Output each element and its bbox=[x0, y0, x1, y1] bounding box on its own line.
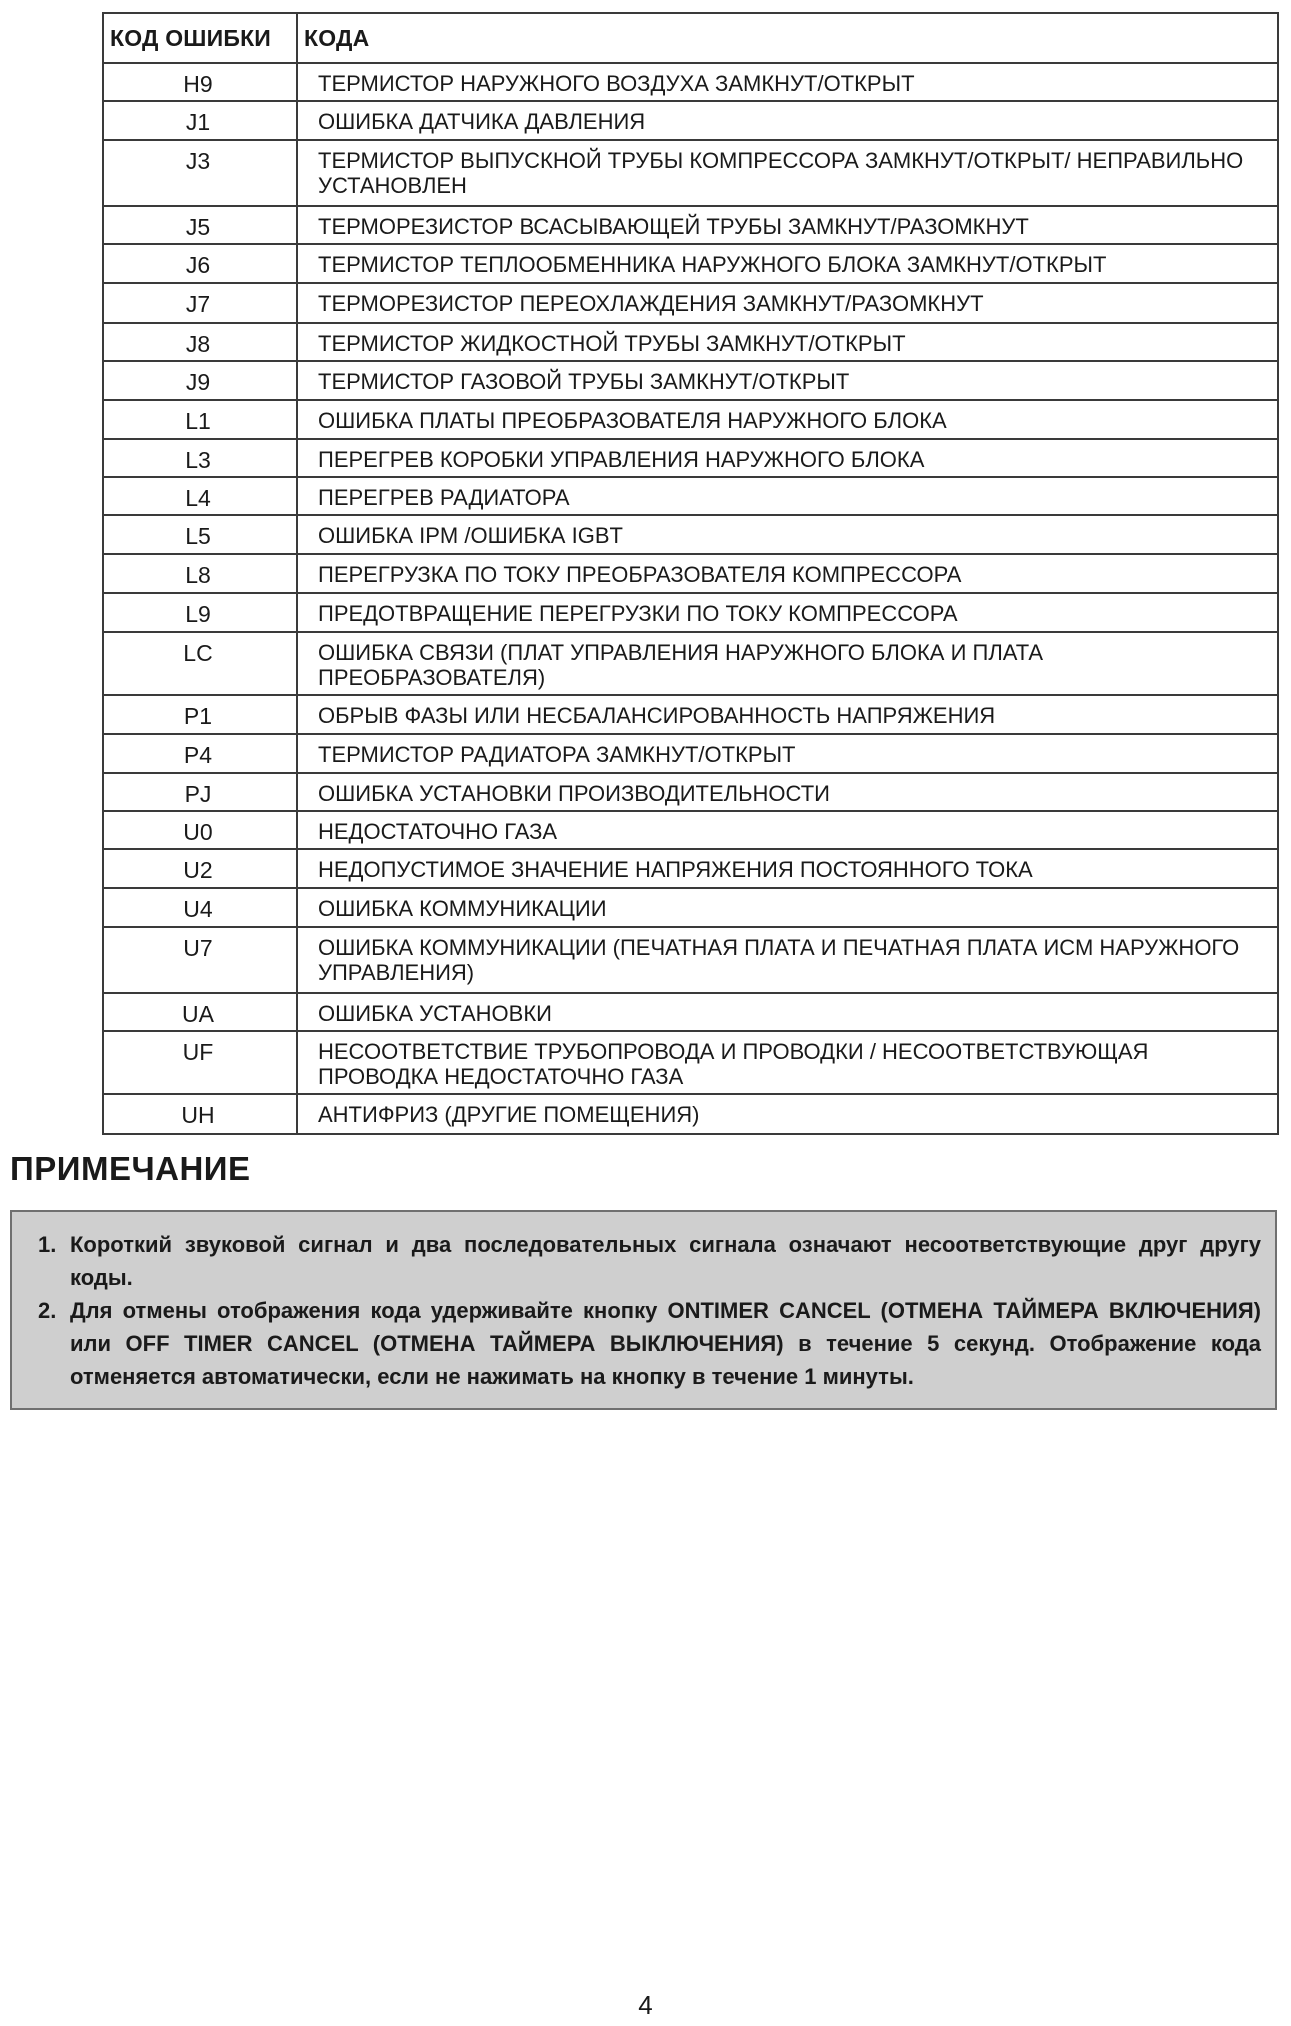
error-code-table bbox=[102, 12, 1279, 1135]
table-row bbox=[103, 695, 1278, 734]
error-code: L5 bbox=[103, 515, 297, 554]
table-row bbox=[103, 244, 1278, 283]
error-code: L9 bbox=[103, 593, 297, 632]
error-code: U4 bbox=[103, 888, 297, 927]
error-description: НЕДОСТАТОЧНО ГАЗА bbox=[297, 811, 1278, 849]
error-description: ТЕРМОРЕЗИСТОР ПЕРЕОХЛАЖДЕНИЯ ЗАМКНУТ/РАЗОМКНУТ bbox=[297, 283, 1278, 323]
error-code: P1 bbox=[103, 695, 297, 734]
table-row bbox=[103, 927, 1278, 993]
error-code-rows bbox=[103, 63, 1278, 1134]
error-code: J3 bbox=[103, 140, 297, 206]
table-row bbox=[103, 554, 1278, 593]
error-description: ТЕРМОРЕЗИСТОР ВСАСЫВАЮЩЕЙ ТРУБЫ ЗАМКНУТ/РАЗОМКНУТ bbox=[297, 206, 1278, 244]
error-code: J6 bbox=[103, 244, 297, 283]
table-row bbox=[103, 773, 1278, 811]
table-row bbox=[103, 323, 1278, 361]
error-description: ОШИБКА ДАТЧИКА ДАВЛЕНИЯ bbox=[297, 101, 1278, 140]
note-item bbox=[28, 1294, 1261, 1393]
error-description: ПЕРЕГРЕВ РАДИАТОРА bbox=[297, 477, 1278, 515]
error-code: P4 bbox=[103, 734, 297, 773]
error-code: J8 bbox=[103, 323, 297, 361]
error-description: ТЕРМИСТОР ТЕПЛООБМЕННИКА НАРУЖНОГО БЛОКА ЗАМКНУТ/ОТКРЫТ bbox=[297, 244, 1278, 283]
error-code: UF bbox=[103, 1031, 297, 1094]
error-description: ОБРЫВ ФАЗЫ ИЛИ НЕСБАЛАНСИРОВАННОСТЬ НАПРЯЖЕНИЯ bbox=[297, 695, 1278, 734]
error-code: J5 bbox=[103, 206, 297, 244]
header-code-description: КОДА bbox=[297, 13, 1278, 63]
error-description: ОШИБКА КОММУНИКАЦИИ (ПЕЧАТНАЯ ПЛАТА И ПЕЧАТНАЯ ПЛАТА ИСМ НАРУЖНОГО УПРАВЛЕНИЯ) bbox=[297, 927, 1278, 993]
table-row bbox=[103, 361, 1278, 400]
error-code: J7 bbox=[103, 283, 297, 323]
error-description: ОШИБКА КОММУНИКАЦИИ bbox=[297, 888, 1278, 927]
error-description: ПРЕДОТВРАЩЕНИЕ ПЕРЕГРУЗКИ ПО ТОКУ КОМПРЕССОРА bbox=[297, 593, 1278, 632]
error-code: U0 bbox=[103, 811, 297, 849]
error-code: LC bbox=[103, 632, 297, 695]
error-description: ТЕРМИСТОР ЖИДКОСТНОЙ ТРУБЫ ЗАМКНУТ/ОТКРЫТ bbox=[297, 323, 1278, 361]
error-description: НЕСООТВЕТСТВИЕ ТРУБОПРОВОДА И ПРОВОДКИ / НЕСООТВЕТСТВУЮЩАЯ ПРОВОДКА НЕДОСТАТОЧНО ГАЗА bbox=[297, 1031, 1278, 1094]
error-code: L8 bbox=[103, 554, 297, 593]
error-description: ТЕРМИСТОР ГАЗОВОЙ ТРУБЫ ЗАМКНУТ/ОТКРЫТ bbox=[297, 361, 1278, 400]
note-item-number: 1. bbox=[38, 1232, 57, 1257]
error-code: L3 bbox=[103, 439, 297, 477]
error-description: ОШИБКА ПЛАТЫ ПРЕОБРАЗОВАТЕЛЯ НАРУЖНОГО БЛОКА bbox=[297, 400, 1278, 439]
note-item-number: 2. bbox=[38, 1298, 57, 1323]
error-code: PJ bbox=[103, 773, 297, 811]
error-description: ОШИБКА СВЯЗИ (ПЛАТ УПРАВЛЕНИЯ НАРУЖНОГО БЛОКА И ПЛАТА ПРЕОБРАЗОВАТЕЛЯ) bbox=[297, 632, 1278, 695]
table-row bbox=[103, 1094, 1278, 1134]
table-header-row bbox=[103, 13, 1278, 63]
header-error-code: КОД ОШИБКИ bbox=[103, 13, 297, 63]
error-code: J1 bbox=[103, 101, 297, 140]
error-code: U2 bbox=[103, 849, 297, 888]
table-row bbox=[103, 63, 1278, 101]
table-row bbox=[103, 439, 1278, 477]
page-number: 4 bbox=[638, 1990, 653, 2020]
note-item bbox=[28, 1228, 1261, 1294]
note-item-text: Короткий звуковой сигнал и два последовательных сигнала означают несоответствующие друг другу коды. bbox=[70, 1232, 1261, 1290]
error-description: ОШИБКА IPM /ОШИБКА IGBT bbox=[297, 515, 1278, 554]
error-description: ТЕРМИСТОР РАДИАТОРА ЗАМКНУТ/ОТКРЫТ bbox=[297, 734, 1278, 773]
table-row bbox=[103, 593, 1278, 632]
note-item-text: Для отмены отображения кода удерживайте кнопку ONTIMER CANCEL (ОТМЕНА ТАЙМЕРА ВКЛЮЧЕНИЯ) или OFF TIMER CANCEL (ОТМЕНА ТАЙМЕРА ВЫКЛЮЧЕНИЯ) в течение 5 секунд. Отображение кода отменяется автоматически, если не нажимать на кнопку в течение 1 минуты. bbox=[70, 1298, 1261, 1389]
note-list bbox=[28, 1228, 1261, 1393]
error-description: ТЕРМИСТОР ВЫПУСКНОЙ ТРУБЫ КОМПРЕССОРА ЗАМКНУТ/ОТКРЫТ/ НЕПРАВИЛЬНО УСТАНОВЛЕН bbox=[297, 140, 1278, 206]
table-row bbox=[103, 632, 1278, 695]
error-description: ТЕРМИСТОР НАРУЖНОГО ВОЗДУХА ЗАМКНУТ/ОТКРЫТ bbox=[297, 63, 1278, 101]
table-row bbox=[103, 206, 1278, 244]
table-row bbox=[103, 993, 1278, 1031]
error-code: U7 bbox=[103, 927, 297, 993]
error-description: НЕДОПУСТИМОЕ ЗНАЧЕНИЕ НАПРЯЖЕНИЯ ПОСТОЯННОГО ТОКА bbox=[297, 849, 1278, 888]
error-code: H9 bbox=[103, 63, 297, 101]
table-row bbox=[103, 140, 1278, 206]
error-code: L1 bbox=[103, 400, 297, 439]
error-description: ПЕРЕГРЕВ КОРОБКИ УПРАВЛЕНИЯ НАРУЖНОГО БЛОКА bbox=[297, 439, 1278, 477]
note-box bbox=[10, 1210, 1277, 1410]
error-code: J9 bbox=[103, 361, 297, 400]
error-code: UH bbox=[103, 1094, 297, 1134]
table-row bbox=[103, 400, 1278, 439]
table-row bbox=[103, 515, 1278, 554]
error-code: UA bbox=[103, 993, 297, 1031]
error-description: АНТИФРИЗ (ДРУГИЕ ПОМЕЩЕНИЯ) bbox=[297, 1094, 1278, 1134]
error-description: ОШИБКА УСТАНОВКИ bbox=[297, 993, 1278, 1031]
note-title: ПРИМЕЧАНИЕ bbox=[10, 1150, 251, 1187]
error-code: L4 bbox=[103, 477, 297, 515]
table-row bbox=[103, 734, 1278, 773]
table-row bbox=[103, 101, 1278, 140]
table-row bbox=[103, 477, 1278, 515]
error-description: ОШИБКА УСТАНОВКИ ПРОИЗВОДИТЕЛЬНОСТИ bbox=[297, 773, 1278, 811]
table-row bbox=[103, 888, 1278, 927]
table-row bbox=[103, 811, 1278, 849]
table-row bbox=[103, 849, 1278, 888]
table-row bbox=[103, 1031, 1278, 1094]
table-row bbox=[103, 283, 1278, 323]
error-description: ПЕРЕГРУЗКА ПО ТОКУ ПРЕОБРАЗОВАТЕЛЯ КОМПРЕССОРА bbox=[297, 554, 1278, 593]
